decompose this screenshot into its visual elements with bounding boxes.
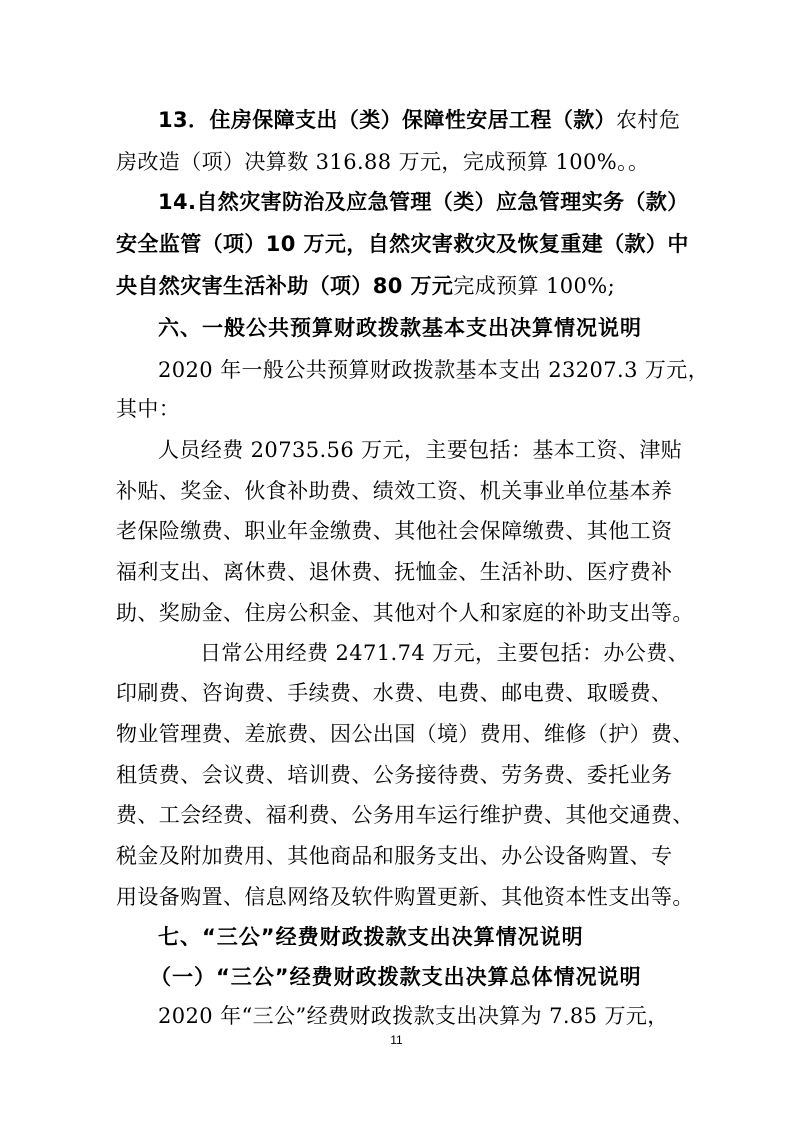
personnel-line-5: 助、奖励金、住房公积金、其他对个人和家庭的补助支出等。 (116, 601, 694, 625)
para13-normal-text: 农村危 (616, 108, 681, 132)
para13-line2: 房改造（项）决算数 316.88 万元，完成预算 100%。。 (116, 150, 650, 174)
para13-line1 (158, 105, 738, 135)
public-line-5: 费、工会经费、福利费、公务用车运行维护费、其他交通费、 (116, 803, 694, 827)
section6-intro-line1: 2020 年一般公共预算财政拨款基本支出 23207.3 万元， (158, 358, 710, 382)
page-number: 11 (390, 1033, 403, 1047)
para14-line3-normal: 完成预算 100%; (453, 274, 616, 298)
public-line-2: 印刷费、咨询费、手续费、水费、电费、邮电费、取暖费、 (116, 681, 673, 705)
public-line-7: 用设备购置、信息网络及软件购置更新、其他资本性支出等。 (116, 885, 694, 909)
section7-line1: 2020 年“三公”经费财政拨款支出决算为 7.85 万元， (158, 1004, 669, 1028)
public-line-3: 物业管理费、差旅费、因公出国（境）费用、维修（护）费、 (116, 722, 694, 746)
personnel-line-2: 补贴、奖金、伙食补助费、绩效工资、机关事业单位基本养 (116, 479, 673, 503)
public-line-6: 税金及附加费用、其他商品和服务支出、办公设备购置、专 (116, 844, 673, 868)
personnel-line-1: 人员经费 20735.56 万元，主要包括：基本工资、津贴 (158, 438, 683, 462)
personnel-line-4: 福利支出、离休费、退休费、抚恤金、生活补助、医疗费补 (116, 560, 673, 584)
section6-intro-line2: 其中： (116, 397, 181, 421)
public-line-4: 租赁费、会议费、培训费、公务接待费、劳务费、委托业务 (116, 763, 673, 787)
para13-bold-text: 13．住房保障支出（类）保障性安居工程（款） (158, 108, 617, 132)
public-line-1: 日常公用经费 2471.74 万元，主要包括：办公费、 (200, 641, 689, 665)
section6-heading: 六、一般公共预算财政拨款基本支出决算情况说明 (158, 316, 642, 340)
para14-line1: 14.自然灾害防治及应急管理（类）应急管理实务（款） (158, 190, 689, 214)
para14-line3-bold: 央自然灾害生活补助（项）80 万元 (116, 274, 454, 298)
personnel-line-3: 老保险缴费、职业年金缴费、其他社会保障缴费、其他工资 (116, 519, 673, 543)
para14-line3 (116, 271, 696, 301)
section7-sub-heading: （一）“三公”经费财政拨款支出决算总体情况说明 (150, 965, 642, 989)
para14-line2: 安全监管（项）10 万元，自然灾害救灾及恢复重建（款）中 (116, 232, 689, 256)
section7-heading: 七、“三公”经费财政拨款支出决算情况说明 (158, 925, 584, 949)
